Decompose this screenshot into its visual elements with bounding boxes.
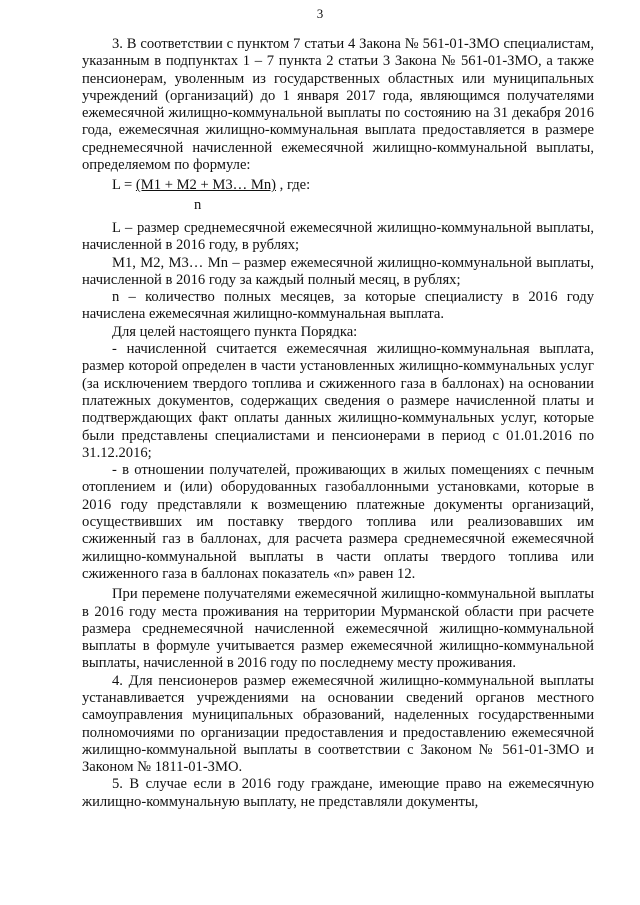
- page-number: 3: [316, 6, 324, 21]
- paragraph-relocation: При перемене получателями ежемесячной жилищно-коммунальной выплаты в 2016 году места проживания на территории Мурманской области при расчете размера среднемесячной начисленной ежемесячной жилищно-коммунальной выплаты в формуле учитывается размер ежемесячной жилищно-коммунальной выплаты, начисленной в 2016 году по последнему месту проживания.: [82, 586, 594, 672]
- paragraph-n-definition: n – количество полных месяцев, за которые специалисту в 2016 году начислена ежемесячная жилищно-коммунальная выплата.: [82, 289, 594, 323]
- formula-right: , где:: [276, 177, 311, 194]
- formula: [112, 177, 594, 194]
- paragraph-stove-heating: - в отношении получателей, проживающих в жилых помещениях с печным отоплением и (или) оборудованных газобаллонными установками, которые в 2016 году представляли к возмещению платежные документы организаций, осуществивших им поставку твердого топлива или реализовавших им сжиженный газ в баллонах, для расчета размера среднемесячной ежемесячной жилищно-коммунальной выплаты в части оплаты твердого топлива или сжиженного газа в баллонах показатель «n» равен 12.: [82, 462, 594, 582]
- formula-denominator: n: [194, 196, 202, 213]
- paragraph-M-definition: M1, M2, M3… Mn – размер ежемесячной жилищно-коммунальной выплаты, начисленной в 2016 году за каждый полный месяц, в рублях;: [82, 254, 594, 288]
- paragraph-accrued: - начисленной считается ежемесячная жилищно-коммунальная выплата, размер которой определен в части установленных жилищно-коммунальных услуг (за исключением твердого топлива и сжиженного газа в баллонах) на основании платежных документов, содержащих сведения о размере начисленной платы и подтверждающих факт оплаты данных жилищно-коммунальных услуг, которые были представлены специалистами и пенсионерами в период с 01.01.2016 по 31.12.2016;: [82, 341, 594, 461]
- paragraph-purposes: Для целей настоящего пункта Порядка:: [112, 323, 358, 340]
- formula-numerator: (M1 + M2 + M3… Mn): [135, 177, 277, 194]
- paragraph-5: 5. В случае если в 2016 году граждане, имеющие право на ежемесячную жилищно-коммунальную выплату, не представляли документы,: [82, 776, 594, 810]
- paragraph-L-definition: L – размер среднемесячной ежемесячной жилищно-коммунальной выплаты, начисленной в 2016 году, в рублях;: [82, 219, 594, 254]
- paragraph-4: 4. Для пенсионеров размер ежемесячной жилищно-коммунальной выплаты устанавливается учреждениями на основании сведений органов местного самоуправления муниципальных образований, наделенных государственными полномочиями по организации предоставления и предоставлению ежемесячной жилищно-коммунальной выплаты в соответствии с Законом № 561-01-ЗМО и Законом № 1811-01-ЗМО.: [82, 672, 594, 776]
- formula-left: L =: [112, 177, 136, 194]
- paragraph-3: 3. В соответствии с пунктом 7 статьи 4 Закона № 561-01-ЗМО специалистам, указанным в подпунктах 1 – 7 пункта 2 статьи 3 Закона № 561-01-ЗМО, а также пенсионерам, уволенным из государственных областных или муниципальных учреждений (организаций) до 1 января 2017 года, являющимся получателями ежемесячной жилищно-коммунальной выплаты по состоянию на 31 декабря 2016 года, ежемесячная жилищно-коммунальная выплата предоставляется в размере среднемесячной начисленной ежемесячной жилищно-коммунальной выплаты, определяемом по формуле:: [82, 36, 594, 174]
- document-body: [82, 36, 594, 811]
